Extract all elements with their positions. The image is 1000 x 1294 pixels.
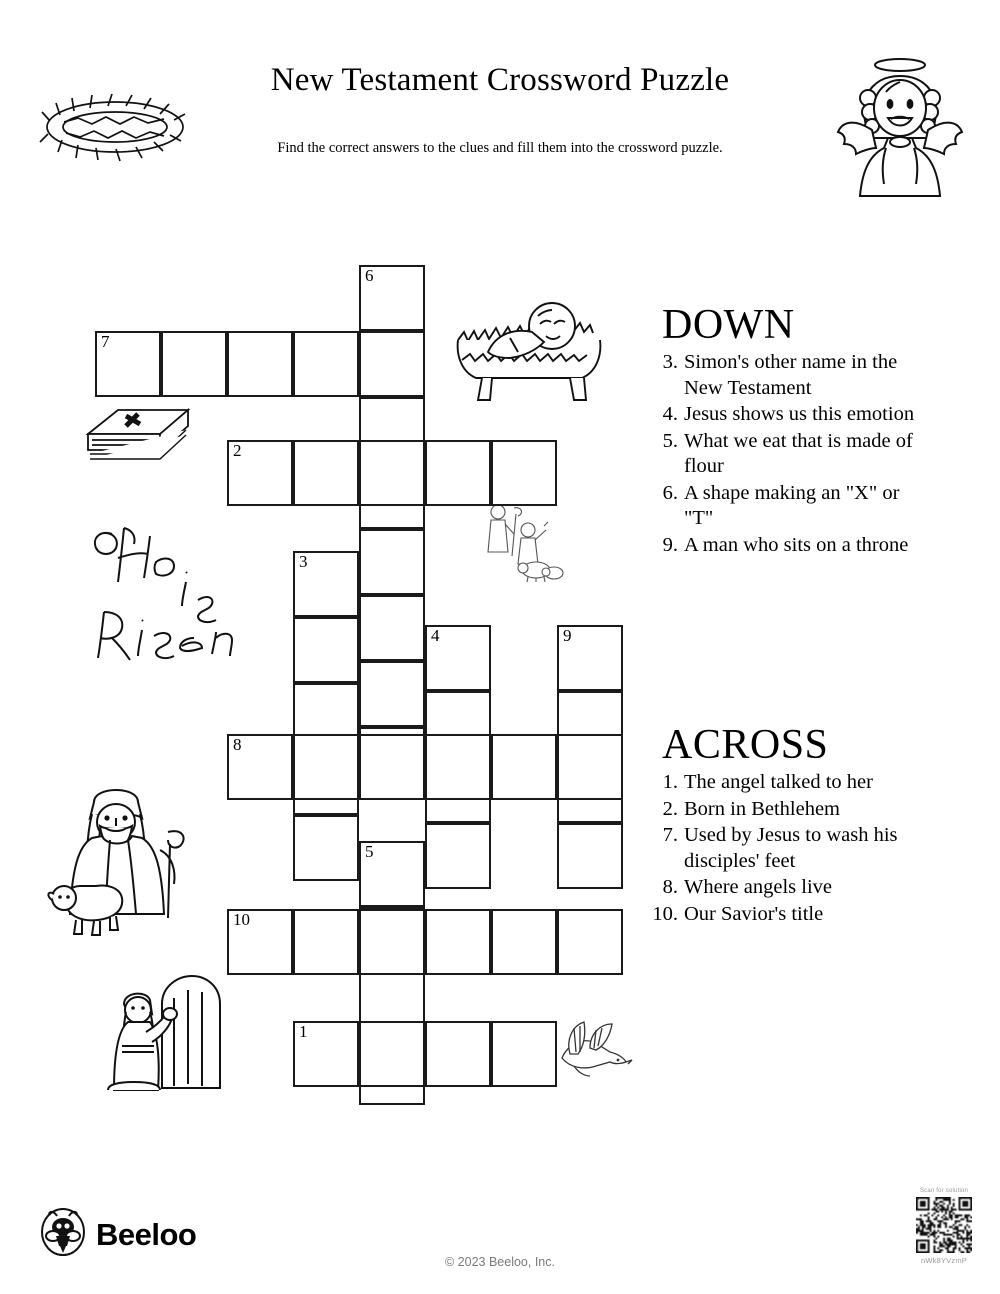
crossword-cell[interactable]	[557, 823, 623, 889]
down-heading: DOWN	[662, 302, 795, 348]
clue-number: 8.	[662, 876, 678, 898]
crossword-cell[interactable]	[491, 440, 557, 506]
down-clue-item	[652, 533, 922, 559]
crossword-cell[interactable]	[293, 551, 359, 617]
cell-number: 10	[233, 909, 250, 929]
cell-number: 1	[299, 1021, 308, 1041]
crossword-cell[interactable]	[293, 331, 359, 397]
crossword-cell[interactable]	[227, 440, 293, 506]
clue-number: 1.	[662, 771, 678, 793]
crossword-cell[interactable]	[293, 617, 359, 683]
crossword-cell[interactable]	[425, 1021, 491, 1087]
across-clue-item	[652, 770, 922, 796]
qr-block	[908, 1188, 980, 1265]
across-clue-item	[652, 823, 922, 874]
cell-number: 8	[233, 734, 242, 754]
page-title: New Testament Crossword Puzzle	[270, 62, 730, 98]
brand-name: Beeloo	[96, 1216, 197, 1252]
crossword-cell[interactable]	[491, 909, 557, 975]
crossword-cell[interactable]	[491, 734, 557, 800]
across-clue-list	[652, 770, 922, 927]
clue-number: 6.	[662, 481, 678, 504]
cell-number: 2	[233, 440, 242, 460]
clue-text: Our Savior's title	[684, 902, 824, 925]
clue-number: 7.	[662, 824, 678, 846]
down-clue-item	[652, 429, 922, 480]
qr-code-image	[916, 1197, 972, 1253]
cell-number: 6	[365, 266, 374, 285]
down-clue-item	[652, 402, 922, 428]
copyright-text: © 2023 Beeloo, Inc.	[445, 1255, 555, 1269]
crossword-cell[interactable]	[359, 331, 425, 397]
crossword-cell[interactable]	[227, 331, 293, 397]
crossword-cell[interactable]	[293, 1021, 359, 1087]
crossword-cell[interactable]	[293, 909, 359, 975]
crossword-cell[interactable]	[425, 823, 491, 889]
clue-number: 2.	[662, 797, 678, 820]
qr-id-text: nWk8YVzmP	[921, 1256, 967, 1265]
page-subtitle: Find the correct answers to the clues and fill them into the crossword puzzle.	[277, 140, 723, 156]
clue-number: 4.	[662, 403, 678, 425]
clue-text: Born in Bethlehem	[684, 797, 841, 820]
crossword-cell[interactable]	[359, 595, 425, 661]
across-clues-block	[652, 722, 922, 928]
cell-number: 4	[431, 625, 440, 645]
across-clue-item	[652, 902, 922, 928]
down-clue-list	[652, 350, 922, 558]
crossword-cell[interactable]	[425, 734, 491, 800]
crossword-cell[interactable]	[425, 625, 491, 691]
cell-number: 7	[101, 332, 110, 351]
crossword-cell[interactable]	[557, 909, 623, 975]
clue-text: Where angels live	[684, 876, 832, 898]
down-clue-item	[652, 350, 922, 401]
crossword-cell[interactable]	[359, 734, 425, 800]
down-clues-block	[652, 302, 922, 559]
down-clue-item	[652, 481, 922, 532]
clue-text: Used by Jesus to wash his disciples' feet	[684, 824, 898, 872]
clue-text: What we eat that is made of flour	[684, 429, 913, 477]
clue-text: Jesus shows us this emotion	[684, 403, 915, 425]
crossword-cell[interactable]	[557, 734, 623, 800]
crossword-cell[interactable]	[95, 331, 161, 397]
crossword-cell[interactable]	[359, 909, 425, 975]
crossword-cell[interactable]	[425, 440, 491, 506]
bee-logo-icon	[40, 1208, 86, 1261]
clue-text: A man who sits on a throne	[684, 533, 909, 556]
crossword-cell[interactable]	[359, 841, 425, 907]
crossword-cell[interactable]	[293, 815, 359, 881]
clue-number: 5.	[662, 429, 678, 452]
crossword-cell[interactable]	[557, 625, 623, 691]
cell-number: 5	[365, 841, 374, 861]
crossword-cell[interactable]	[359, 440, 425, 506]
crossword-cell[interactable]	[425, 909, 491, 975]
clue-text: A shape making an "X" or "T"	[684, 481, 900, 529]
crossword-cell[interactable]	[161, 331, 227, 397]
cell-number: 3	[299, 551, 308, 571]
angel-illustration	[828, 52, 973, 200]
crossword-cell[interactable]	[491, 1021, 557, 1087]
cell-number: 9	[563, 625, 572, 645]
crossword-cell[interactable]	[293, 440, 359, 506]
clue-number: 9.	[662, 533, 678, 556]
clue-number: 3.	[662, 351, 678, 373]
clue-text: Simon's other name in the New Testament	[684, 351, 898, 399]
crossword-cell[interactable]	[359, 265, 425, 331]
qr-caption: Scan for solution	[919, 1188, 969, 1194]
crossword-cell[interactable]	[359, 661, 425, 727]
across-heading: ACROSS	[662, 722, 829, 768]
beeloo-logo	[40, 1208, 196, 1261]
clue-text: The angel talked to her	[684, 771, 873, 793]
crossword-cell[interactable]	[227, 734, 293, 800]
across-clue-item	[652, 797, 922, 823]
crossword-cell[interactable]	[293, 734, 359, 800]
crossword-cell[interactable]	[359, 529, 425, 595]
crossword-cell[interactable]	[359, 1021, 425, 1087]
crossword-cell[interactable]	[227, 909, 293, 975]
clue-number: 10.	[652, 902, 678, 925]
across-clue-item	[652, 875, 922, 901]
